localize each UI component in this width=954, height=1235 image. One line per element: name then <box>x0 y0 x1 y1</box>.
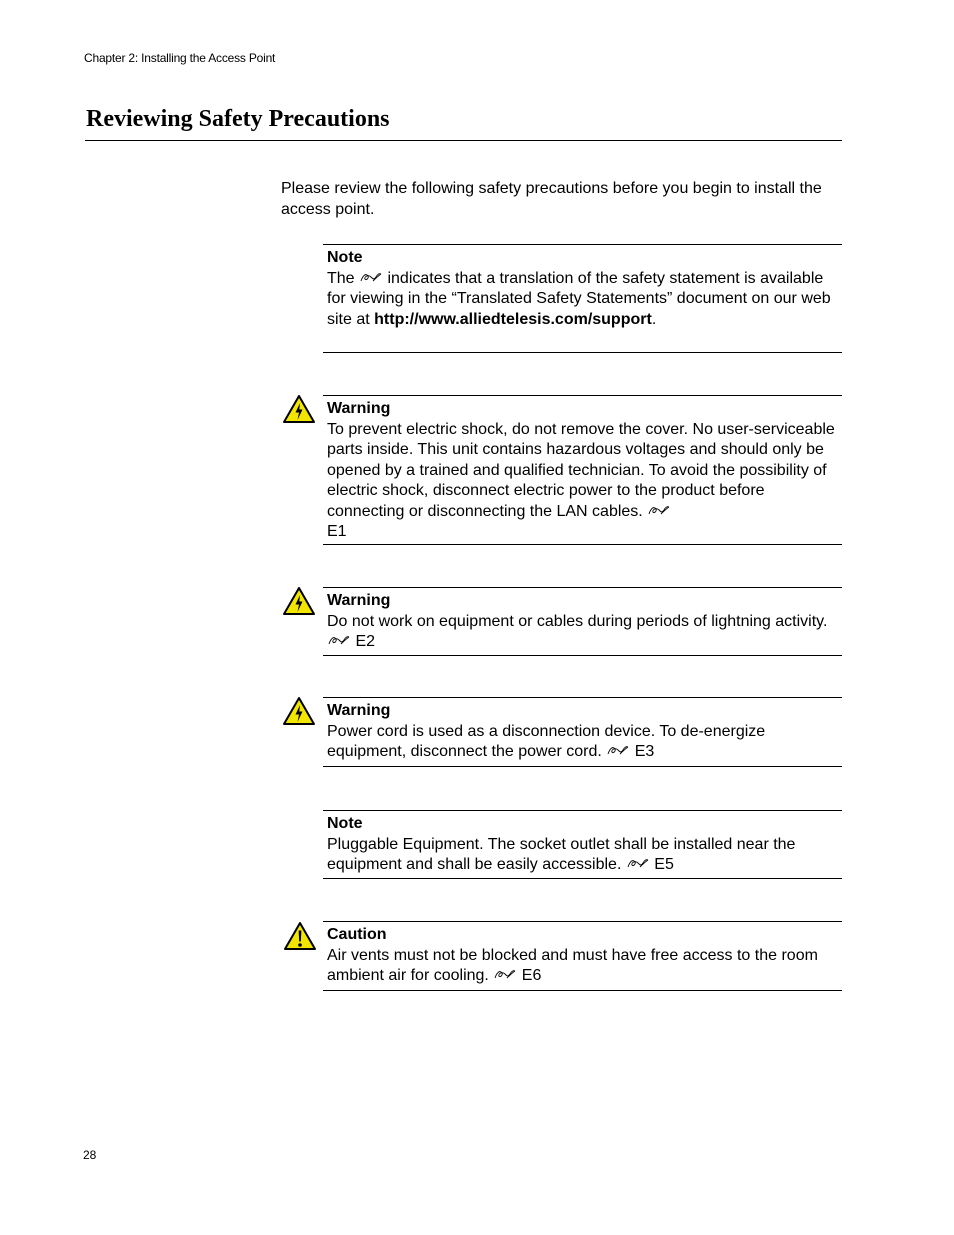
note-text-end: . <box>651 310 657 328</box>
electrical-hazard-icon <box>282 586 316 616</box>
note-text-after-icon: indicates that a translation of the safety statement is available for viewing in the “Translated Safety Statements” document on our web site at <box>327 269 831 328</box>
warning-heading: Warning <box>327 400 391 417</box>
note-text-before-icon: The <box>327 269 360 287</box>
note-heading: Note <box>327 815 363 832</box>
note-text: Pluggable Equipment. The socket outlet shall be installed near the equipment and shall be easily accessible. <box>327 835 796 873</box>
warning-e1 <box>323 395 842 545</box>
warning-body <box>327 612 840 653</box>
note-heading: Note <box>327 249 363 266</box>
running-head: Chapter 2: Installing the Access Point <box>84 51 276 65</box>
title-rule <box>85 140 842 141</box>
note-translation-info <box>323 244 842 353</box>
statement-code: E3 <box>634 743 655 760</box>
warning-e3 <box>323 697 842 767</box>
caution-e6 <box>323 921 842 991</box>
note-body <box>327 835 840 876</box>
warning-text: Do not work on equipment or cables during periods of lightning activity. <box>327 612 828 630</box>
note-e5 <box>323 810 842 879</box>
translation-symbol-icon <box>493 967 517 981</box>
translation-symbol-icon <box>327 633 351 647</box>
caution-body <box>327 946 840 987</box>
translation-symbol-icon <box>647 503 671 517</box>
translation-symbol-icon <box>626 856 650 870</box>
warning-body <box>327 722 840 763</box>
intro-paragraph: Please review the following safety precautions before you begin to install the access point. <box>281 180 822 218</box>
warning-text: Power cord is used as a disconnection device. To de-energize equipment, disconnect the power cord. <box>327 722 766 760</box>
translation-symbol-icon <box>606 743 630 757</box>
electrical-hazard-icon <box>282 696 316 726</box>
page-number: 28 <box>83 1148 97 1162</box>
statement-code: E5 <box>654 856 674 873</box>
warning-body <box>327 420 840 543</box>
note-body <box>327 269 840 331</box>
section-title: Reviewing Safety Precautions <box>86 106 390 132</box>
warning-heading: Warning <box>327 592 391 609</box>
caution-exclamation-icon <box>283 921 317 951</box>
support-url-link[interactable]: http://www.alliedtelesis.com/support <box>374 310 652 328</box>
warning-e2 <box>323 587 842 656</box>
statement-code: E1 <box>327 523 347 540</box>
statement-code: E2 <box>355 633 376 650</box>
caution-text: Air vents must not be blocked and must have free access to the room ambient air for cooling. <box>327 946 818 984</box>
electrical-hazard-icon <box>282 394 316 424</box>
warning-heading: Warning <box>327 702 391 719</box>
warning-text: To prevent electric shock, do not remove the cover. No user-serviceable parts inside. This unit contains hazardous voltages and should only be opened by a trained and qualified technician. To avoid the possibility of electric shock, disconnect electric power to the product before connecting or disconnecting the LAN cables. <box>327 420 835 520</box>
caution-heading: Caution <box>327 926 387 943</box>
translation-symbol-icon <box>359 270 383 284</box>
statement-code: E6 <box>521 967 542 984</box>
